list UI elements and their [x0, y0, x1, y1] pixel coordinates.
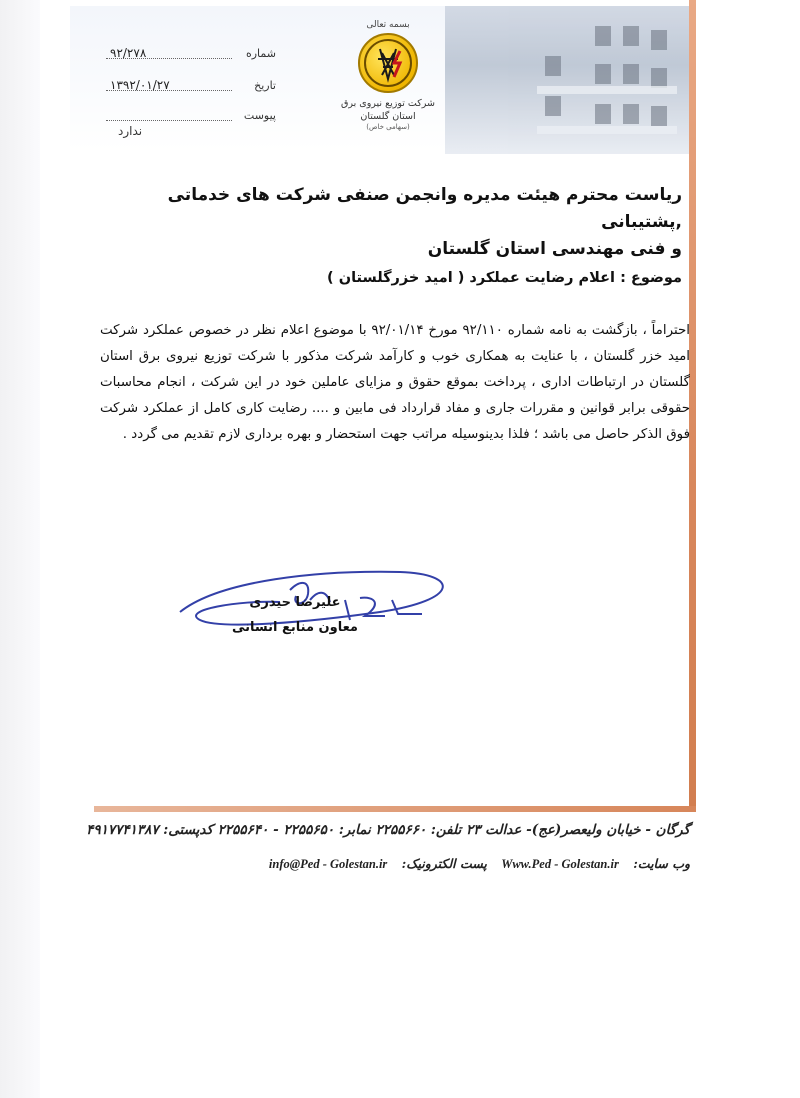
website-value: Www.Ped - Golestan.ir: [501, 857, 619, 871]
letterhead-footer: [86, 822, 690, 882]
scan-margin: [0, 0, 40, 1098]
power-tower-icon: [358, 33, 418, 93]
letter-addressee: [142, 182, 682, 263]
signer-title: معاون منابع انسانی: [232, 620, 358, 635]
email-value: info@Ped - Golestan.ir: [268, 857, 388, 871]
meta-date: [100, 76, 290, 98]
addressee-line-2: و فنی مهندسی استان گلستان: [427, 239, 682, 259]
attachment-label: پیوست: [243, 109, 276, 122]
number-value: ۹۲/۲۷۸: [110, 46, 147, 60]
meta-number: [100, 44, 290, 66]
footer-contacts: [259, 856, 690, 872]
signature-block: [210, 590, 380, 640]
date-label: تاریخ: [254, 79, 276, 92]
letterhead-border-bottom: [94, 806, 696, 812]
logo-top-text: بسمه تعالی: [366, 20, 410, 30]
addressee-line-1: ریاست محترم هیئت مدیره وانجمن صنفی شرکت های خدماتی ,پشتیبانی: [167, 185, 682, 232]
email-label: پست الکترونیک:: [401, 856, 487, 871]
letterhead-building-photo: [445, 6, 689, 154]
letter-subject: موضوع : اعلام رضایت عملکرد ( امید خزرگلستان ): [327, 270, 682, 286]
letterhead-border-right: [689, 0, 696, 812]
website-label: وب سایت:: [633, 856, 690, 871]
number-label: شماره: [245, 47, 276, 60]
letter-body: احتراماً ، بازگشت به نامه شماره ۹۲/۱۱۰ مورخ ۹۲/۰۱/۱۴ با موضوع اعلام نظر در خصوص عملکرد شرکت امید خزر گلستان ، با عنایت به همکاری خوب و کارآمد شرکت مذکور با شرکت توزیع نیروی برق استان گلستان در ارتباطات اداری ، پرداخت بموقع حقوق و مزایای عاملین خود در این شرکت ، انجام محاسبات حقوقی برابر قوانین و مقررات جاری و مفاد قرارداد فی مابین و .... رضایت کاری کامل از عملکرد شرکت فوق الذکر حاصل می باشد ؛ فلذا بدینوسیله مراتب جهت استحضار و بهره برداری لازم تقدیم می گردد .: [100, 323, 691, 442]
logo-company-name: شرکت توزیع نیروی برق استان گلستان: [341, 98, 435, 122]
company-logo: [338, 20, 438, 150]
attachment-value: ندارد: [118, 124, 143, 138]
footer-address: گرگان - خیابان ولیعصر(عج)- عدالت ۲۳ تلفن: ۲۲۵۵۶۶۰ نمابر: ۲۲۵۵۶۵۰ - ۲۲۵۵۶۴۰ کدپستی: ۴۹۱۷۷۴۱۳۸۷: [86, 822, 690, 838]
signer-name: علیرضا حیدری: [249, 595, 341, 610]
date-value: ۱۳۹۲/۰۱/۲۷: [110, 78, 170, 92]
logo-company-note: (سهامی خاص): [366, 123, 410, 131]
